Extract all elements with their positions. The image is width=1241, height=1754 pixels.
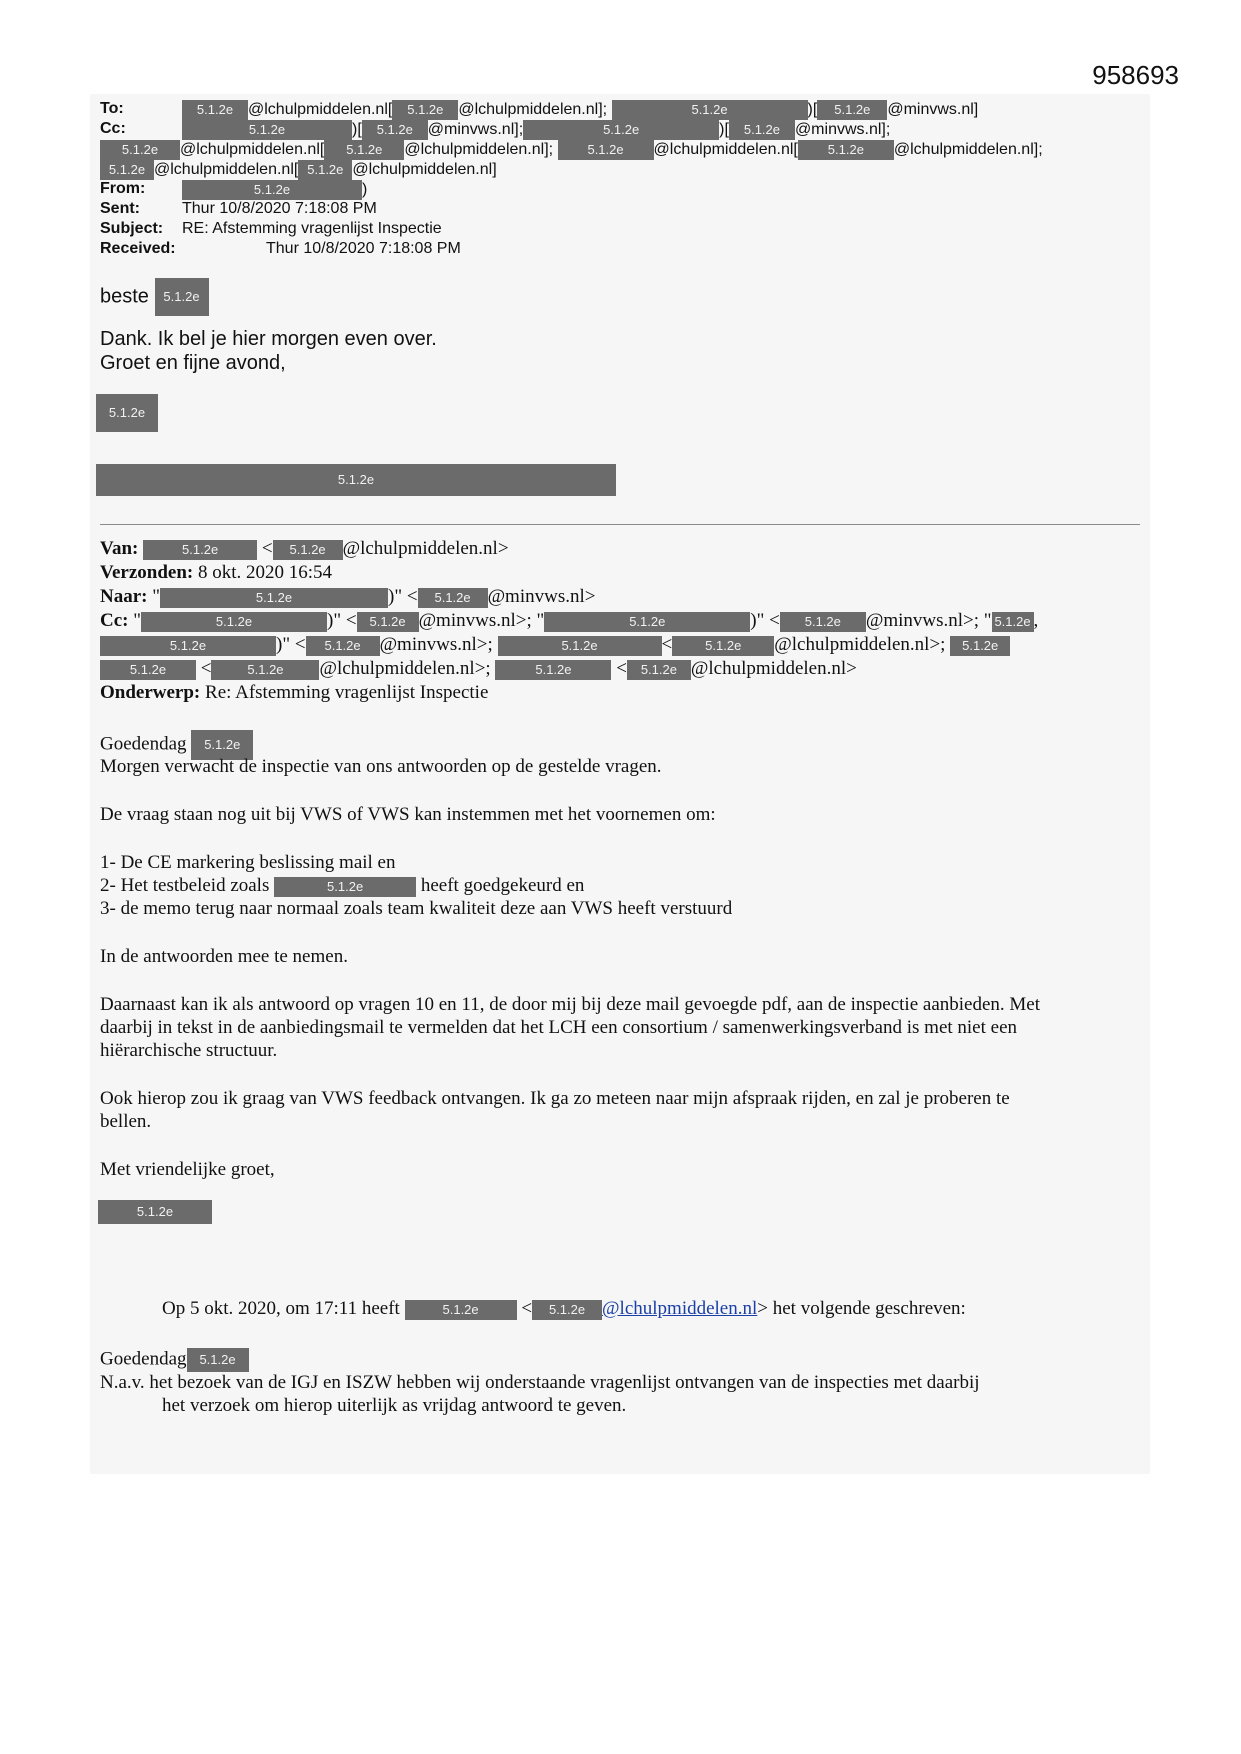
cc-recipients: 5.1.2e )[ 5.1.2e @minvws.nl]; 5.1.2e )[ 5.1.2e @minvws.nl];: [182, 120, 890, 140]
redaction: 5.1.2e: [392, 100, 458, 120]
cc-forwarded-row-3: 5.1.2e < 5.1.2e @lchulpmiddelen.nl>; 5.1.2e < 5.1.2e @lchulpmiddelen.nl>: [100, 658, 857, 680]
signature-block-redaction: 5.1.2e: [96, 464, 616, 496]
redaction: 5.1.2e: [672, 636, 774, 656]
redaction: 5.1.2e: [798, 140, 894, 160]
redaction: 5.1.2e: [498, 636, 662, 656]
quoted-intro: Op 5 okt. 2020, om 17:11 heeft 5.1.2e < 5.1.2e @lchulpmiddelen.nl> het volgende geschreven:: [162, 1298, 966, 1319]
redaction: 5.1.2e: [274, 877, 416, 897]
redaction: 5.1.2e: [418, 588, 488, 608]
redaction: 5.1.2e: [817, 100, 887, 120]
redaction: 5.1.2e: [495, 660, 611, 680]
forwarded-greeting: Goedendag: [100, 733, 187, 755]
list-item-3: 3- de memo terug naar normaal zoals team kwaliteit deze aan VWS heeft verstuurd: [100, 898, 733, 919]
signature-redaction-2: 5.1.2e: [98, 1200, 212, 1224]
redaction: 5.1.2e: [143, 540, 257, 560]
forwarded-paragraph-2: De vraag staan nog uit bij VWS of VWS kan instemmen met het voornemen om:: [100, 804, 716, 825]
received-value: Thur 10/8/2020 7:18:08 PM: [266, 240, 461, 257]
redaction: 5.1.2e: [100, 140, 180, 160]
redaction: 5.1.2e: [100, 636, 276, 656]
quoted-greeting-line: [100, 1348, 249, 1372]
redaction: 5.1.2e: [558, 140, 654, 160]
forwarded-paragraph-4-line-3: hiërarchische structuur.: [100, 1040, 278, 1061]
onderwerp-label: Onderwerp:: [100, 682, 201, 703]
redaction: 5.1.2e: [182, 180, 362, 200]
forwarded-closing: Met vriendelijke groet,: [100, 1159, 275, 1180]
to-label: To:: [100, 100, 124, 117]
forwarded-paragraph-3: In de antwoorden mee te nemen.: [100, 946, 348, 967]
sent-label: Sent:: [100, 200, 140, 217]
quoted-line-2: het verzoek om hierop uiterlijk as vrijdag antwoord te geven.: [162, 1395, 627, 1416]
redaction: 5.1.2e: [992, 612, 1034, 632]
redaction: 5.1.2e: [100, 160, 154, 180]
cc-forwarded-row-2: 5.1.2e )" < 5.1.2e @minvws.nl>; 5.1.2e < 5.1.2e @lchulpmiddelen.nl>; 5.1.2e: [100, 634, 1010, 656]
redaction: 5.1.2e: [182, 120, 352, 140]
subject-value: RE: Afstemming vragenlijst Inspectie: [182, 220, 442, 237]
cc-recipients-3: 5.1.2e @lchulpmiddelen.nl[ 5.1.2e @lchulpmiddelen.nl]: [100, 160, 497, 180]
redaction: 5.1.2e: [155, 278, 209, 316]
redaction: 5.1.2e: [523, 120, 719, 140]
forwarded-paragraph-1: Morgen verwacht de inspectie van ons antwoorden op de gestelde vragen.: [100, 756, 662, 777]
scanned-page-background: [90, 94, 1150, 1474]
from-row: [100, 180, 145, 198]
from-label: From:: [100, 180, 146, 197]
redaction: 5.1.2e: [211, 660, 319, 680]
redaction: 5.1.2e: [532, 1300, 602, 1320]
list-item-1: 1- De CE markering beslissing mail en: [100, 852, 396, 873]
redaction: 5.1.2e: [191, 730, 253, 760]
email-link[interactable]: @lchulpmiddelen.nl: [602, 1298, 758, 1319]
forwarded-paragraph-5-line-1: Ook hierop zou ik graag van VWS feedback ontvangen. Ik ga zo meteen naar mijn afspraak rijden, en zal je proberen te: [100, 1088, 1010, 1109]
received-label: Received:: [100, 240, 176, 257]
separator-line: [100, 524, 1140, 525]
redaction: 5.1.2e: [298, 160, 352, 180]
to-row: [100, 100, 124, 118]
quoted-greeting: Goedendag: [100, 1348, 187, 1370]
redaction: 5.1.2e: [544, 612, 750, 632]
redaction: 5.1.2e: [306, 636, 380, 656]
forwarded-paragraph-4-line-2: daarbij in tekst in de aanbiedingsmail te vermelden dat het LCH een consortium / samenwerkingsverband is met niet een: [100, 1017, 1018, 1038]
cc-forwarded-row: Cc: " 5.1.2e )" < 5.1.2e @minvws.nl>; " 5.1.2e )" < 5.1.2e @minvws.nl>; " 5.1.2e ,: [100, 610, 1039, 631]
verzonden-value: 8 okt. 2020 16:54: [198, 562, 333, 583]
naar-row: Naar: " 5.1.2e )" < 5.1.2e @minvws.nl>: [100, 586, 596, 607]
redaction: 5.1.2e: [141, 612, 327, 632]
to-recipients: 5.1.2e @lchulpmiddelen.nl[ 5.1.2e @lchulpmiddelen.nl]; 5.1.2e )[ 5.1.2e @minvws.nl]: [182, 100, 978, 120]
list-item-2: 2- Het testbeleid zoals 5.1.2e heeft goedgekeurd en: [100, 875, 585, 896]
from-value: 5.1.2e ): [182, 180, 367, 200]
onderwerp-value: Re: Afstemming vragenlijst Inspectie: [205, 682, 489, 703]
document-id: 958693: [1092, 60, 1179, 90]
van-row: Van: 5.1.2e < 5.1.2e @lchulpmiddelen.nl>: [100, 538, 509, 559]
redaction: 5.1.2e: [324, 140, 404, 160]
quoted-line-1: N.a.v. het bezoek van de IGJ en ISZW hebben wij onderstaande vragenlijst ontvangen van de inspecties met daarbij: [100, 1372, 980, 1393]
cc-recipients-2: 5.1.2e @lchulpmiddelen.nl[ 5.1.2e @lchulpmiddelen.nl]; 5.1.2e @lchulpmiddelen.nl[ 5.1.2e @lchulpmiddelen.nl];: [100, 140, 1043, 160]
verzonden-label: Verzonden:: [100, 562, 194, 583]
cc-forwarded-label: Cc:: [100, 610, 129, 631]
onderwerp-row: [100, 682, 488, 704]
sent-row: [100, 200, 140, 218]
redaction: 5.1.2e: [160, 588, 388, 608]
redaction: 5.1.2e: [187, 1348, 249, 1372]
redaction: 5.1.2e: [405, 1300, 517, 1320]
cc-row: [100, 120, 126, 138]
received-row: [100, 240, 176, 258]
reply-greeting-line: [100, 278, 209, 316]
naar-label: Naar:: [100, 586, 148, 607]
van-label: Van:: [100, 538, 139, 559]
reply-greeting: beste: [100, 285, 149, 308]
redaction: 5.1.2e: [780, 612, 866, 632]
reply-line-2: Groet en fijne avond,: [100, 352, 286, 374]
subject-label: Subject:: [100, 220, 164, 237]
verzonden-row: [100, 562, 332, 584]
redaction: 5.1.2e: [612, 100, 808, 120]
cc-label: Cc:: [100, 120, 126, 137]
subject-row: [100, 220, 163, 238]
forwarded-paragraph-4-line-1: Daarnaast kan ik als antwoord op vragen 10 en 11, de door mij bij deze mail gevoegde pdf, aan de inspectie aanbieden. Met: [100, 994, 1040, 1015]
redaction: 5.1.2e: [273, 540, 343, 560]
redaction: 5.1.2e: [100, 660, 196, 680]
redaction: 5.1.2e: [627, 660, 691, 680]
reply-line-1: Dank. Ik bel je hier morgen even over.: [100, 328, 437, 350]
forwarded-paragraph-5-line-2: bellen.: [100, 1111, 152, 1132]
sent-value: Thur 10/8/2020 7:18:08 PM: [182, 200, 377, 217]
redaction: 5.1.2e: [729, 120, 795, 140]
signature-redaction: 5.1.2e: [96, 394, 158, 432]
redaction: 5.1.2e: [357, 612, 419, 632]
redaction: 5.1.2e: [950, 636, 1010, 656]
redaction: 5.1.2e: [182, 100, 248, 120]
redaction: 5.1.2e: [362, 120, 428, 140]
